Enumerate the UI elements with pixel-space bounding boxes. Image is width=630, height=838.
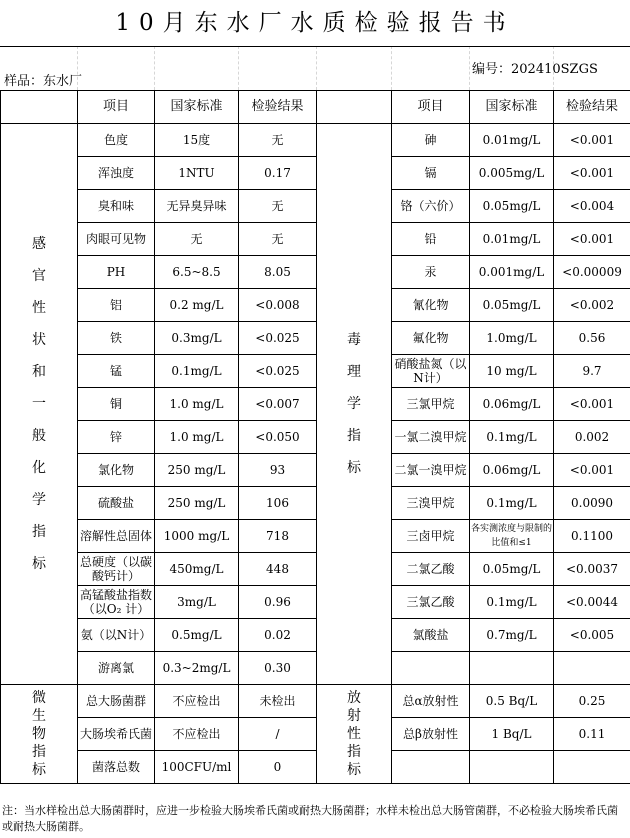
header-blank-left	[1, 91, 78, 124]
right-standard: 10 mg/L	[470, 355, 554, 388]
left-standard: 450mg/L	[155, 553, 239, 586]
right-standard: 0.05mg/L	[470, 289, 554, 322]
grid-line	[391, 46, 392, 90]
right-item: 三溴甲烷	[392, 487, 470, 520]
right-standard: 0.06mg/L	[470, 388, 554, 421]
micro-standard: 不应检出	[155, 685, 239, 718]
left-result: <0.008	[239, 289, 317, 322]
right-item: 一氯二溴甲烷	[392, 421, 470, 454]
left-item: 臭和味	[78, 190, 155, 223]
header-standard-right: 国家标准	[470, 91, 554, 124]
table-row	[1, 619, 630, 652]
header-result-right: 检验结果	[554, 91, 630, 124]
right-result: 0.0090	[554, 487, 630, 520]
right-result: <0.0037	[554, 553, 630, 586]
left-result: <0.007	[239, 388, 317, 421]
report-title: 10月东水厂水质检验报告书	[115, 10, 515, 36]
left-standard: 1.0 mg/L	[155, 421, 239, 454]
table-row	[1, 751, 630, 784]
table-row	[1, 421, 630, 454]
left-result: 0.30	[239, 652, 317, 685]
grid-line	[316, 46, 317, 90]
micro-item: 大肠埃希氏菌	[78, 718, 155, 751]
left-item: 铁	[78, 322, 155, 355]
right-standard: 0.1mg/L	[470, 586, 554, 619]
header-standard-left: 国家标准	[155, 91, 239, 124]
report-table-body	[1, 91, 630, 784]
right-standard: 0.7mg/L	[470, 619, 554, 652]
right-standard: 0.001mg/L	[470, 256, 554, 289]
left-standard: 1000 mg/L	[155, 520, 239, 553]
right-item: 硝酸盐氮（以N计）	[392, 355, 470, 388]
left-result: 0.02	[239, 619, 317, 652]
table-row	[1, 355, 630, 388]
table-row	[1, 586, 630, 619]
report-code: 编号：202410SZGS	[472, 62, 598, 77]
table-row	[1, 223, 630, 256]
left-result: <0.025	[239, 322, 317, 355]
sample-label: 样品：东水厂	[4, 74, 83, 89]
right-item: 三氯乙酸	[392, 586, 470, 619]
grid-line	[154, 46, 155, 90]
left-item: 肉眼可见物	[78, 223, 155, 256]
table-row	[1, 190, 630, 223]
right-result: 0.56	[554, 322, 630, 355]
right-result: 0.002	[554, 421, 630, 454]
table-row	[1, 487, 630, 520]
table-row	[1, 454, 630, 487]
left-standard: 0.3~2mg/L	[155, 652, 239, 685]
right-standard: 0.1mg/L	[470, 421, 554, 454]
right-result: <0.001	[554, 223, 630, 256]
right-item: 氰化物	[392, 289, 470, 322]
left-result: 8.05	[239, 256, 317, 289]
left-item: PH	[78, 256, 155, 289]
header-item-left: 项目	[78, 91, 155, 124]
table-row	[1, 322, 630, 355]
title-divider	[0, 46, 630, 47]
left-standard: 0.5mg/L	[155, 619, 239, 652]
right-standard: 0.005mg/L	[470, 157, 554, 190]
table-row	[1, 718, 630, 751]
grid-line	[238, 46, 239, 90]
right-standard: 1.0mg/L	[470, 322, 554, 355]
left-standard: 1.0 mg/L	[155, 388, 239, 421]
right-standard: 各实测浓度与限制的比值和≤1	[470, 520, 554, 553]
radio-result	[554, 751, 630, 784]
right-standard	[470, 652, 554, 685]
left-result: 无	[239, 124, 317, 157]
right-result: <0.001	[554, 454, 630, 487]
right-standard: 0.05mg/L	[470, 190, 554, 223]
right-item: 铬（六价）	[392, 190, 470, 223]
right-result: <0.001	[554, 388, 630, 421]
right-item: 二氯一溴甲烷	[392, 454, 470, 487]
left-item: 氯化物	[78, 454, 155, 487]
left-standard: 无	[155, 223, 239, 256]
radio-result: 0.11	[554, 718, 630, 751]
right-result: <0.001	[554, 157, 630, 190]
table-row	[1, 289, 630, 322]
right-item: 三卤甲烷	[392, 520, 470, 553]
left-result: 无	[239, 190, 317, 223]
micro-result: /	[239, 718, 317, 751]
left-result: 0.17	[239, 157, 317, 190]
micro-standard: 100CFU/ml	[155, 751, 239, 784]
right-item: 镉	[392, 157, 470, 190]
right-item: 氟化物	[392, 322, 470, 355]
left-item: 色度	[78, 124, 155, 157]
left-standard: 3mg/L	[155, 586, 239, 619]
micro-result: 0	[239, 751, 317, 784]
radio-item	[392, 751, 470, 784]
left-result: <0.050	[239, 421, 317, 454]
table-row	[1, 553, 630, 586]
left-item: 铝	[78, 289, 155, 322]
right-item	[392, 652, 470, 685]
radio-standard	[470, 751, 554, 784]
left-result: <0.025	[239, 355, 317, 388]
left-standard: 250 mg/L	[155, 487, 239, 520]
left-result: 0.96	[239, 586, 317, 619]
category-radioactivity: 放 射 性 指 标	[317, 685, 392, 784]
table-row	[1, 652, 630, 685]
table-row	[1, 388, 630, 421]
left-result: 106	[239, 487, 317, 520]
left-item: 锰	[78, 355, 155, 388]
right-result: <0.002	[554, 289, 630, 322]
table-row	[1, 685, 630, 718]
right-result: <0.0044	[554, 586, 630, 619]
left-standard: 250 mg/L	[155, 454, 239, 487]
left-standard: 0.3mg/L	[155, 322, 239, 355]
right-standard: 0.01mg/L	[470, 223, 554, 256]
left-item: 硫酸盐	[78, 487, 155, 520]
right-item: 砷	[392, 124, 470, 157]
right-item: 铅	[392, 223, 470, 256]
right-result: <0.00009	[554, 256, 630, 289]
table-row	[1, 157, 630, 190]
left-item: 总硬度（以碳酸钙计）	[78, 553, 155, 586]
left-standard: 6.5~8.5	[155, 256, 239, 289]
right-result: 0.1100	[554, 520, 630, 553]
radio-standard: 1 Bq/L	[470, 718, 554, 751]
right-result	[554, 652, 630, 685]
left-result: 93	[239, 454, 317, 487]
left-standard: 1NTU	[155, 157, 239, 190]
left-item: 锌	[78, 421, 155, 454]
right-item: 汞	[392, 256, 470, 289]
radio-item: 总α放射性	[392, 685, 470, 718]
left-standard: 0.1mg/L	[155, 355, 239, 388]
right-standard: 0.01mg/L	[470, 124, 554, 157]
right-standard: 0.06mg/L	[470, 454, 554, 487]
right-standard: 0.1mg/L	[470, 487, 554, 520]
radio-result: 0.25	[554, 685, 630, 718]
category-microbial: 微 生 物 指 标	[1, 685, 78, 784]
footnote: 注：当水样检出总大肠菌群时，应进一步检验大肠埃希氏菌或耐热大肠菌群；水样未检出总大肠管菌群，不必检验大肠埃希氏菌或耐热大肠菌群。	[2, 804, 618, 833]
header-item-right: 项目	[392, 91, 470, 124]
right-item: 二氯乙酸	[392, 553, 470, 586]
right-result: <0.005	[554, 619, 630, 652]
header-blank-right	[317, 91, 392, 124]
header-result-left: 检验结果	[239, 91, 317, 124]
table-row	[1, 256, 630, 289]
left-item: 浑浊度	[78, 157, 155, 190]
table-row	[1, 520, 630, 553]
left-item: 高锰酸盐指数（以O₂ 计）	[78, 586, 155, 619]
micro-item: 总大肠菌群	[78, 685, 155, 718]
left-result: 718	[239, 520, 317, 553]
right-standard: 0.05mg/L	[470, 553, 554, 586]
micro-standard: 不应检出	[155, 718, 239, 751]
category-toxicology: 毒 理 学 指 标	[317, 124, 392, 685]
category-sensory-chemical: 感 官 性 状 和 一 般 化 学 指 标	[1, 124, 78, 685]
left-result: 无	[239, 223, 317, 256]
left-standard: 无异臭异味	[155, 190, 239, 223]
right-result: <0.004	[554, 190, 630, 223]
right-item: 氯酸盐	[392, 619, 470, 652]
left-result: 448	[239, 553, 317, 586]
grid-line	[469, 46, 470, 90]
right-result: 9.7	[554, 355, 630, 388]
left-item: 溶解性总固体	[78, 520, 155, 553]
right-result: <0.001	[554, 124, 630, 157]
left-item: 铜	[78, 388, 155, 421]
left-standard: 0.2 mg/L	[155, 289, 239, 322]
left-item: 游离氯	[78, 652, 155, 685]
left-standard: 15度	[155, 124, 239, 157]
radio-item: 总β放射性	[392, 718, 470, 751]
left-item: 氨（以N计）	[78, 619, 155, 652]
radio-standard: 0.5 Bq/L	[470, 685, 554, 718]
micro-result: 未检出	[239, 685, 317, 718]
report-table	[0, 90, 630, 784]
micro-item: 菌落总数	[78, 751, 155, 784]
header-row	[1, 91, 630, 124]
table-row	[1, 124, 630, 157]
right-item: 三氯甲烷	[392, 388, 470, 421]
